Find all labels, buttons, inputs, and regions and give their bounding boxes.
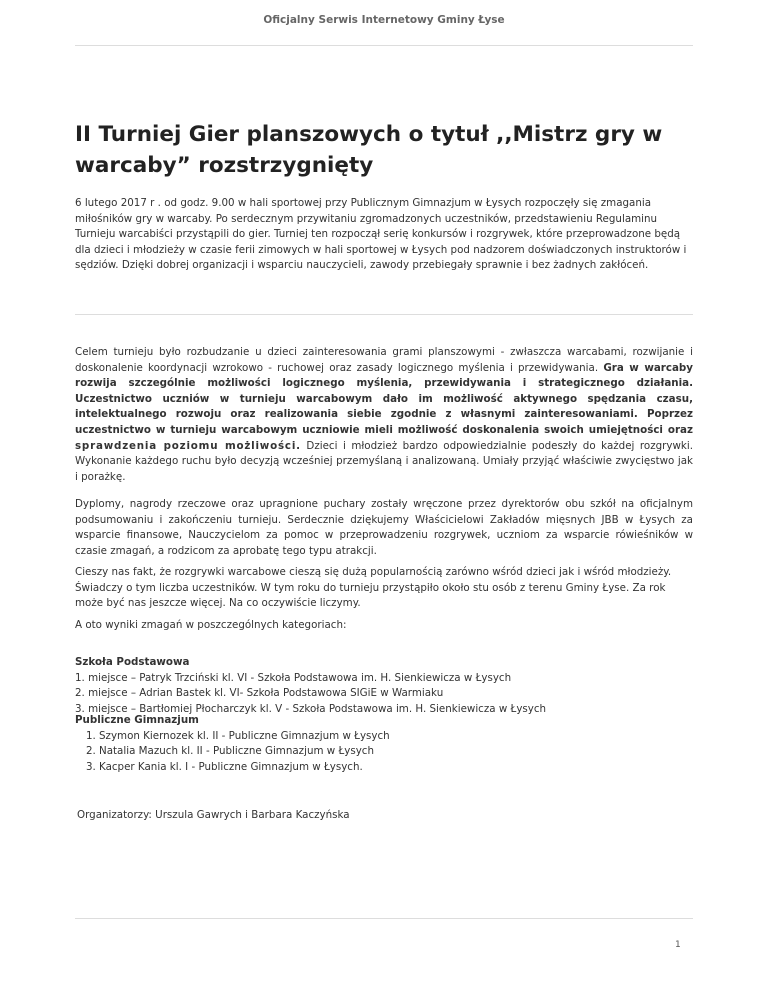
- goal-text: Celem turnieju było rozbudzanie u dzieci zainteresowania grami planszowymi - zwłaszcza warcabami, rozwijanie i doskonalenie koordynacji wzrokowo - ruchowej oraz zasady logicznego myślenia i przewidywania.: [75, 346, 693, 374]
- popularity-text: Cieszy nas fakt, że rozgrywki warcabowe cieszą się dużą popularnością zarówno wśród dzieci jak i wśród młodzieży. Świadczy o tym liczba uczestników. W tym roku do turnieju przystąpiło około stu osób z terenu Gminy Łyse. Za rok może być nas jeszcze więcej. Na co oczywiście liczymy.: [75, 566, 672, 610]
- organizers: [77, 808, 695, 824]
- intro-text: 6 lutego 2017 r . od godz. 9.00 w hali sportowej przy Publicznym Gimnazjum w Łysych rozpoczęły się zmagania miłośników gry w warcaby. Po serdecznym przywitaniu zgromadzonych uczestników, przedstawieniu Regulaminu Turnieju warcabiści przystąpili do gier. Turniej ten rozpoczął serię konkursów i rozgrywek, które przeprowadzone będą dla dzieci i młodzieży w czasie ferii zimowych w hali sportowej w Łysych pod nadzorem doświadczonych instruktorów i sędziów. Dzięki dobrej organizacji i wsparciu nauczycieli, zawody przebiegały sprawnie i bez żadnych zakłóceń.: [75, 197, 687, 272]
- list-number: 1.: [86, 729, 96, 742]
- primary-school-list: [75, 671, 693, 718]
- list-item: 2. miejsce – Adrian Bastek kl. VI- Szkoła Podstawowa SIGiE w Warmiaku: [75, 687, 444, 700]
- popularity-paragraph: [75, 565, 693, 612]
- list-text: Natalia Mazuch kl. II - Publiczne Gimnazjum w Łysych: [99, 745, 374, 758]
- article-title: II Turniej Gier planszowych o tytuł ,,Mistrz gry w warcaby” rozstrzygnięty: [75, 122, 663, 178]
- list-item: [75, 729, 693, 745]
- list-text: Kacper Kania kl. I - Publiczne Gimnazjum w Łysych.: [99, 760, 363, 773]
- gymnasium-results: [75, 713, 693, 775]
- list-number: 3.: [86, 760, 96, 773]
- primary-school-heading: Szkoła Podstawowa: [75, 656, 190, 668]
- goal-text-end: Dzieci i młodzież bardzo odpowiedzialnie podeszły do każdej rozgrywki. Wykonanie każdego ruchu było decyzją wcześniej przemyślaną i analizowaną. Umiały przyjąć właściwie zwycięstwo jak i porażkę.: [75, 439, 693, 483]
- gymnasium-heading: Publiczne Gimnazjum: [75, 714, 199, 726]
- list-item: 1. miejsce – Patryk Trzciński kl. VI - Szkoła Podstawowa im. H. Sienkiewicza w Łysych: [75, 671, 512, 684]
- page-number: 1: [675, 940, 681, 950]
- gymnasium-list: [75, 729, 693, 776]
- site-header-title: Oficjalny Serwis Internetowy Gminy Łyse: [263, 14, 505, 26]
- results-intro: [75, 618, 693, 634]
- footer-divider: [75, 918, 693, 919]
- list-text: Szymon Kiernozek kl. II - Publiczne Gimnazjum w Łysych: [99, 729, 390, 742]
- results-intro-text: A oto wyniki zmagań w poszczególnych kategoriach:: [75, 619, 347, 631]
- goal-paragraph: [75, 345, 693, 485]
- intro-paragraph: [75, 196, 693, 274]
- list-item: [75, 760, 693, 776]
- content-divider: [75, 314, 693, 315]
- header-divider: [75, 45, 693, 46]
- awards-paragraph: [75, 497, 693, 559]
- primary-school-results: [75, 655, 693, 717]
- goal-bold-text-3: sprawdzenia poziomu możliwości.: [75, 439, 301, 452]
- organizers-text: Organizatorzy: Urszula Gawrych i Barbara Kaczyńska: [77, 809, 350, 821]
- goal-bold-text: Gra w warcaby rozwija szczególnie możliwości logicznego myślenia, przewidywania i strategicznego działania. Uczestnictwo uczniów w turnieju warcabowym dało im możliwość aktywnego spędzania czasu, intelektualnego rozwoju oraz realizowania siebie zgodnie z własnymi zainteresowaniami.: [75, 361, 693, 421]
- list-item: [75, 744, 693, 760]
- list-number: 2.: [86, 745, 96, 758]
- list-item: 3. miejsce – Bartłomiej Płocharczyk kl. V - Szkoła Podstawowa im. H. Sienkiewicza w Łysych: [75, 702, 547, 715]
- goal-bold-text-2: Poprzez uczestnictwo w turnieju warcabowym uczniowie mieli możliwość doskonalenia swoich umiejętności oraz: [75, 408, 694, 436]
- awards-text: Dyplomy, nagrody rzeczowe oraz upragnione puchary zostały wręczone przez dyrektorów obu szkół na oficjalnym podsumowaniu i zakończeniu turnieju. Serdecznie dziękujemy Właścicielowi Zakładów mięsnych JBB w Łysych za wsparcie finansowe, Nauczycielom za pomoc w przeprowadzeniu rozgrywek, uczniom za wsparcie rówieśników w czasie zmagań, a rodzicom za aprobatę tego typu atrakcji.: [75, 498, 693, 557]
